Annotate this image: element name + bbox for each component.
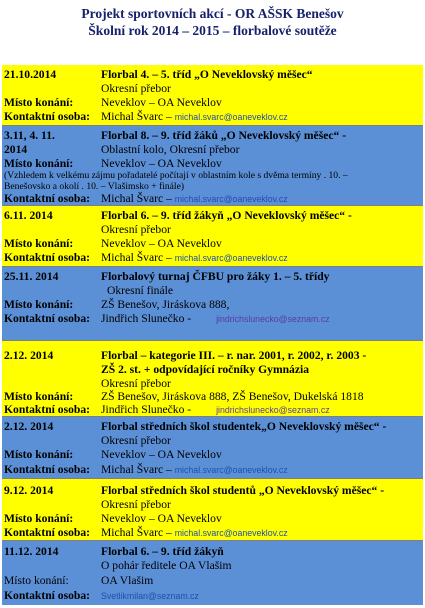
- event-subtitle: Okresní finále: [107, 284, 173, 297]
- event-date: 21.10.2014: [4, 68, 57, 81]
- contact-label: Kontaktní osoba:: [4, 251, 91, 264]
- event-date: 11.12. 2014: [4, 545, 59, 558]
- event-place: ZŠ Benešov, Jiráskova 888, ZŠ Benešov, Dukelská 1818: [101, 390, 364, 403]
- event-place: Neveklov – OA Neveklov: [101, 448, 222, 461]
- event-title: Florbal – kategorie III. – r. nar. 2001, r. 2002, r. 2003 -: [101, 349, 367, 362]
- event-date: 25.11. 2014: [4, 270, 59, 283]
- event-subtitle: Okresní přebor: [101, 377, 171, 390]
- header-line-2: Školní rok 2014 – 2015 – florbalové soutěže: [88, 23, 337, 38]
- contact-label: Kontaktní osoba:: [4, 463, 91, 476]
- header-line-1: Projekt sportovních akcí - OR AŠSK Benešov: [81, 6, 344, 21]
- event-date: 9.12. 2014: [4, 484, 54, 497]
- event-block: [2, 65, 423, 126]
- event-subtitle: Okresní přebor: [101, 82, 171, 95]
- event-date: 3.11, 4. 11.: [4, 129, 55, 142]
- contact-name: Michal Švarc –: [101, 192, 175, 205]
- place-label: Místo konání:: [4, 298, 74, 311]
- event-subtitle: Okresní přebor: [101, 498, 171, 511]
- contact-email-link[interactable]: jindrichslunecko@seznam.cz: [216, 405, 330, 415]
- place-label: Místo konání:: [4, 96, 74, 109]
- event-block: [2, 479, 423, 541]
- contact-email-link[interactable]: michal.svarc@oaneveklov.cz: [174, 465, 288, 475]
- contact-email-link[interactable]: jindrichslunecko@seznam.cz: [216, 314, 330, 324]
- event-place: OA Vlašim: [101, 574, 154, 587]
- event-date: 2.12. 2014: [4, 420, 54, 433]
- contact-label: Kontaktní osoba:: [4, 110, 91, 123]
- contact-name: Jindřich Slunečko -: [101, 403, 195, 416]
- event-title: Florbalový turnaj ČFBU pro žáky 1. – 5. třídy: [101, 270, 330, 283]
- event-date: 6.11. 2014: [4, 209, 53, 222]
- event-date-year: 2014: [4, 143, 28, 156]
- contact-email-link[interactable]: michal.svarc@oaneveklov.cz: [174, 112, 288, 122]
- contact-email-link[interactable]: michal.svarc@oaneveklov.cz: [174, 528, 288, 538]
- event-subtitle: Okresní přebor: [101, 223, 171, 236]
- contact-label: Kontaktní osoba:: [4, 312, 91, 325]
- event-date: 2.12. 2014: [4, 349, 54, 362]
- event-title: Florbal 8. – 9. tříd žáků „O Neveklovský měšec“ -: [101, 129, 347, 142]
- event-subtitle: Oblastní kolo, Okresní přebor: [101, 143, 240, 156]
- event-block: [2, 341, 423, 417]
- contact-name: Jindřich Slunečko -: [101, 312, 195, 325]
- place-label: Místo konání:: [4, 157, 74, 170]
- event-title: Florbal 6. – 9. tříd žákyň: [101, 545, 224, 558]
- contact-email-link[interactable]: michal.svarc@oaneveklov.cz: [174, 253, 288, 263]
- event-title: Florbal 4. – 5. tříd „O Neveklovský měšec“: [101, 68, 313, 81]
- place-label: Místo konání:: [4, 448, 74, 461]
- contact-name: Michal Švarc –: [101, 110, 175, 123]
- contact-name: Michal Švarc –: [101, 526, 175, 539]
- event-subtitle: O pohár ředitele OA Vlašim: [101, 559, 232, 572]
- event-block: [2, 417, 423, 479]
- contact-label: Kontaktní osoba:: [4, 403, 91, 416]
- place-label: Místo konání:: [4, 390, 74, 403]
- event-place: Neveklov – OA Neveklov: [101, 237, 222, 250]
- event-title: Florbal středních škol studentek„O Neveklovský měšec“ -: [101, 420, 387, 433]
- contact-label: Kontaktní osoba:: [4, 589, 91, 602]
- contact-email-link[interactable]: Svetlikmilan@seznam.cz: [101, 591, 199, 601]
- event-block: [2, 541, 423, 605]
- contact-email-link[interactable]: michal.svarc@oaneveklov.cz: [174, 194, 288, 204]
- contact-label: Kontaktní osoba:: [4, 526, 91, 539]
- contact-label: Kontaktní osoba:: [4, 192, 91, 205]
- event-note-1: (Vzhledem k velkému zájmu pořadatelé počítají v oblastním kole s dvěma termíny . 10. –: [4, 170, 348, 181]
- event-place: Neveklov – OA Neveklov: [101, 96, 222, 109]
- event-place: ZŠ Benešov, Jiráskova 888,: [101, 298, 230, 311]
- page-header: [0, 0, 425, 50]
- event-place: Neveklov – OA Neveklov: [101, 512, 222, 525]
- event-block: [2, 267, 423, 341]
- event-subtitle: Okresní přebor: [101, 434, 171, 447]
- event-place: Neveklov – OA Neveklov: [101, 157, 222, 170]
- place-label: Místo konání:: [4, 237, 74, 250]
- place-label: Místo konání:: [4, 574, 69, 587]
- contact-name: Michal Švarc –: [101, 251, 175, 264]
- event-block: [2, 126, 423, 206]
- event-title-2: ZŠ 2. st. + odpovídající ročníky Gymnázia: [101, 363, 310, 376]
- event-block: [2, 206, 423, 267]
- event-title: Florbal 6. – 9. tříd žákyň „O Neveklovský měšec“ -: [101, 209, 352, 222]
- event-note-2: Benešovsko a okolí . 10. – Vlašimsko + finále): [4, 181, 185, 192]
- place-label: Místo konání:: [4, 512, 74, 525]
- contact-name: Michal Švarc –: [101, 463, 175, 476]
- event-title: Florbal středních škol studentů „O Neveklovský měšec“ -: [101, 484, 385, 497]
